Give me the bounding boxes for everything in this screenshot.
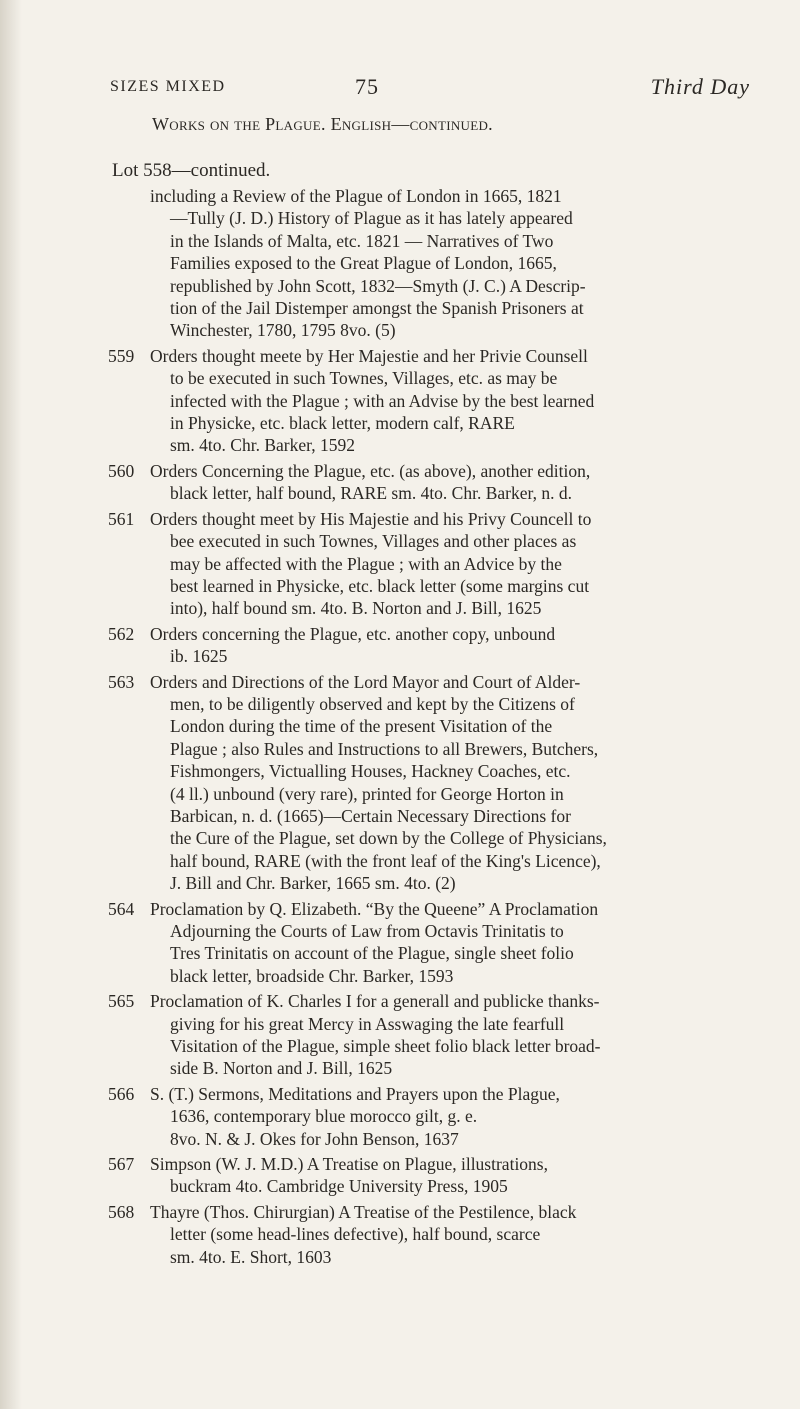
- lot-line: sm. 4to. E. Short, 1603: [170, 1246, 332, 1267]
- lot-line: Tres Trinitatis on account of the Plague, single sheet folio: [170, 943, 574, 964]
- lot-line: half bound, RARE (with the front leaf of the King's Licence),: [170, 850, 601, 871]
- lot-line: best learned in Physicke, etc. black letter (some margins cut: [170, 575, 590, 596]
- lot-entry: [108, 898, 758, 988]
- lot-line: bee executed in such Townes, Villages and other places as: [170, 531, 577, 552]
- lot-description: [150, 345, 758, 457]
- lot-entry: [108, 623, 758, 668]
- lot-description: [150, 185, 758, 342]
- lot-line: side B. Norton and J. Bill, 1625: [170, 1058, 393, 1079]
- lot-line: black letter, broadside Chr. Barker, 1593: [170, 965, 454, 986]
- lot-line: Proclamation of K. Charles I for a generall and publicke thanks-: [150, 991, 600, 1012]
- lot-description: [150, 1153, 758, 1198]
- lot-line: black letter, half bound, RARE sm. 4to. Chr. Barker, n. d.: [170, 483, 573, 504]
- lot-number: 560: [108, 460, 135, 481]
- lot-line: London during the time of the present Visitation of the: [170, 716, 553, 737]
- lot-line: to be executed in such Townes, Villages, etc. as may be: [170, 368, 558, 389]
- lot-line: Proclamation by Q. Elizabeth. “By the Queene” A Proclamation: [150, 898, 599, 919]
- lot-entry: [108, 1201, 758, 1268]
- lot-description: [150, 1201, 758, 1268]
- lot-description: [150, 990, 758, 1080]
- lot-entry: [108, 671, 758, 895]
- lot-line: in the Islands of Malta, etc. 1821 — Narratives of Two: [170, 230, 554, 251]
- lot-description: [150, 1083, 758, 1150]
- lot-line: infected with the Plague ; with an Advise by the best learned: [170, 390, 595, 411]
- lot-description: [150, 508, 758, 620]
- lot-entry: [108, 1153, 758, 1198]
- lot-description: [150, 671, 758, 895]
- lot-entry: [108, 508, 758, 620]
- lot-entry: [108, 185, 758, 342]
- lot-line: (4 ll.) unbound (very rare), printed for George Horton in: [170, 783, 564, 804]
- lot-line: Orders thought meet by His Majestie and his Privy Councell to: [150, 508, 592, 529]
- lot-entry: [108, 460, 758, 505]
- lot-line: buckram 4to. Cambridge University Press, 1905: [170, 1176, 508, 1197]
- lot-line: tion of the Jail Distemper amongst the Spanish Prisoners at: [170, 298, 584, 319]
- lot-description: [150, 460, 758, 505]
- lot-line: including a Review of the Plague of London in 1665, 1821: [150, 186, 562, 206]
- lot-number: 564: [108, 898, 135, 919]
- lot-line: Orders thought meete by Her Majestie and her Privie Counsell: [150, 345, 588, 366]
- lot-line: Plague ; also Rules and Instructions to all Brewers, Butchers,: [170, 738, 599, 759]
- section-heading: Works on the Plague. English—continued.: [152, 114, 493, 134]
- lot-number: 563: [108, 671, 135, 692]
- lot-line: into), half bound sm. 4to. B. Norton and J. Bill, 1625: [170, 598, 542, 619]
- lot-description: [150, 623, 758, 668]
- lot-line: Barbican, n. d. (1665)—Certain Necessary Directions for: [170, 805, 571, 826]
- running-head: [110, 74, 750, 104]
- lot-line: may be affected with the Plague ; with an Advice by the: [170, 553, 562, 574]
- lot-line: republished by John Scott, 1832—Smyth (J. C.) A Descrip-: [170, 275, 586, 296]
- lot-line: letter (some head-lines defective), half bound, scarce: [170, 1224, 541, 1245]
- lot-line: Thayre (Thos. Chirurgian) A Treatise of the Pestilence, black: [150, 1201, 577, 1222]
- lot-entry: [108, 345, 758, 457]
- lot-line: Simpson (W. J. M.D.) A Treatise on Plague, illustrations,: [150, 1154, 548, 1175]
- lot-number: 561: [108, 508, 135, 529]
- binding-shadow: [0, 0, 22, 1409]
- lot-number: 559: [108, 345, 135, 366]
- page-number: 75: [355, 74, 379, 99]
- running-head-left: SIZES MIXED: [110, 78, 226, 95]
- lot-line: giving for his great Mercy in Asswaging the late fearfull: [170, 1013, 565, 1034]
- lot-list: [108, 185, 758, 1271]
- lot-line: ib. 1625: [170, 646, 228, 667]
- lot-line: Winchester, 1780, 1795 8vo. (5): [170, 320, 396, 341]
- lot-description: [150, 898, 758, 988]
- lot-number: 567: [108, 1154, 135, 1175]
- lot-line: Orders Concerning the Plague, etc. (as above), another edition,: [150, 460, 591, 481]
- lot-line: sm. 4to. Chr. Barker, 1592: [170, 435, 355, 456]
- lot-line: Orders and Directions of the Lord Mayor and Court of Alder-: [150, 671, 581, 692]
- lot-line: Orders concerning the Plague, etc. another copy, unbound: [150, 623, 556, 644]
- lot-line: in Physicke, etc. black letter, modern calf, RARE: [170, 413, 515, 434]
- lot-number: 562: [108, 623, 135, 644]
- running-head-right: Third Day: [650, 74, 750, 99]
- lot-line: Adjourning the Courts of Law from Octavis Trinitatis to: [170, 921, 564, 941]
- lot-line: 8vo. N. & J. Okes for John Benson, 1637: [170, 1128, 459, 1149]
- lot-number: 566: [108, 1083, 135, 1104]
- lot-line: 1636, contemporary blue morocco gilt, g. e.: [170, 1106, 478, 1127]
- lot-line: the Cure of the Plague, set down by the College of Physicians,: [170, 828, 607, 849]
- lot-number: 565: [108, 991, 135, 1012]
- lot-line: J. Bill and Chr. Barker, 1665 sm. 4to. (2): [170, 873, 456, 894]
- lot-line: Visitation of the Plague, simple sheet folio black letter broad-: [170, 1036, 601, 1057]
- lot-line: men, to be diligently observed and kept by the Citizens of: [170, 693, 575, 714]
- lot-line: Fishmongers, Victualling Houses, Hackney Coaches, etc.: [170, 761, 571, 782]
- lot-line: Families exposed to the Great Plague of London, 1665,: [170, 253, 557, 274]
- lot-line: —Tully (J. D.) History of Plague as it has lately appeared: [170, 208, 573, 229]
- lot-number: 568: [108, 1201, 135, 1222]
- lot-entry: [108, 1083, 758, 1150]
- lot-line: S. (T.) Sermons, Meditations and Prayers upon the Plague,: [150, 1083, 560, 1104]
- lot-entry: [108, 990, 758, 1080]
- lot-continued-heading: Lot 558—continued.: [112, 160, 271, 181]
